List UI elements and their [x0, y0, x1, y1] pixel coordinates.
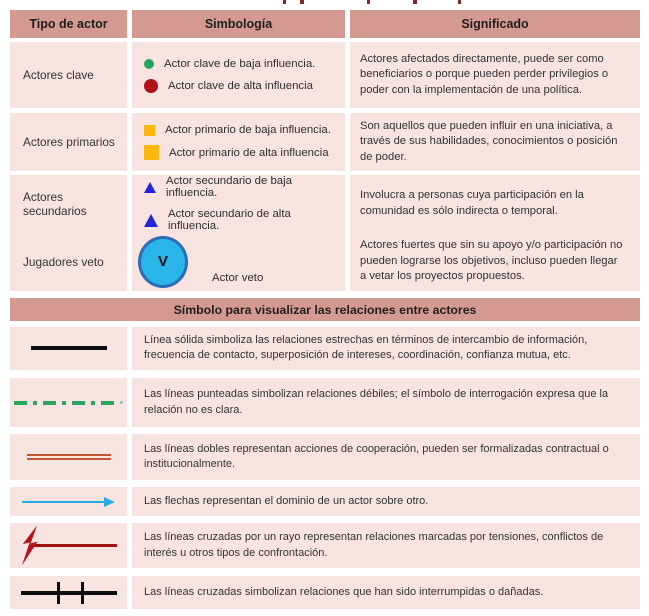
- relation-text-cell: [132, 434, 640, 480]
- blue-triangle-large-icon: [144, 214, 158, 227]
- yellow-square-small-icon: [144, 125, 155, 136]
- relation-symbol-cell: [10, 576, 127, 609]
- relation-symbol-cell: [10, 327, 127, 370]
- relations-section-header: Símbolo para visualizar las relaciones entre actores: [10, 298, 640, 321]
- symbol-label: Actor secundario de alta influencia.: [168, 208, 291, 232]
- cropped-caption-fragment: [458, 0, 461, 4]
- relation-symbol-cell: [10, 523, 127, 568]
- meaning-text: Actores afectados directamente, puede ser como beneficiarios o porque pueden perder privilegios o poder con la implementación de una política.: [360, 52, 609, 96]
- actor-type-cell: [10, 42, 127, 108]
- header-significado: Significado: [350, 10, 640, 38]
- actor-type-cell: [10, 232, 127, 291]
- table-row: [10, 42, 640, 108]
- symbol-item: [144, 58, 345, 70]
- symbology-cell: [132, 232, 345, 291]
- solid-line-icon: [31, 346, 107, 350]
- table-row: [10, 175, 640, 232]
- relation-row: [10, 434, 640, 480]
- veto-circle-icon: [138, 236, 188, 288]
- symbology-cell: [132, 113, 345, 171]
- dashed-line-icon: [14, 401, 123, 405]
- actor-type-cell: [10, 175, 127, 232]
- relation-row: [10, 378, 640, 427]
- actor-type-label: Actores primarios: [23, 135, 115, 150]
- crossed-line-icon: [21, 582, 117, 604]
- cropped-caption-fragment: [283, 0, 286, 4]
- header-simbologia: Simbología: [132, 10, 345, 38]
- actor-type-label: Actores secundarios: [23, 189, 87, 218]
- meaning-cell: [350, 175, 640, 232]
- symbol-item: [144, 124, 345, 136]
- cropped-caption-fragment: [367, 0, 370, 4]
- relation-row: [10, 523, 640, 568]
- symbol-item: [144, 175, 345, 199]
- symbol-label: Actor clave de alta influencia: [168, 79, 313, 92]
- relation-row: [10, 576, 640, 609]
- symbology-cell: [132, 175, 345, 232]
- veto-letter: V: [157, 253, 168, 270]
- cropped-caption-fragment: [413, 0, 417, 4]
- table-header-row: [10, 10, 640, 38]
- yellow-square-large-icon: [144, 145, 159, 160]
- actor-type-cell: [10, 113, 127, 171]
- meaning-text: Actores fuertes que sin su apoyo y/o participación no pueden lograrse los objetivos, incluso pueden llegar a vetar los proyectos propuestos.: [360, 239, 623, 283]
- relation-text-cell: [132, 576, 640, 609]
- relation-text: Las flechas representan el dominio de un actor sobre otro.: [144, 494, 429, 507]
- meaning-cell: [350, 232, 640, 291]
- relation-symbol-cell: [10, 487, 127, 516]
- meaning-text: Involucra a personas cuya participación en la comunidad es sólo indirecta o temporal.: [360, 189, 584, 217]
- relation-text-cell: [132, 327, 640, 370]
- lightning-line-icon: [19, 526, 119, 566]
- relation-text-cell: [132, 487, 640, 516]
- meaning-cell: [350, 42, 640, 108]
- arrow-icon: [22, 497, 115, 507]
- symbology-cell: [132, 42, 345, 108]
- symbol-label: Actor primario de baja influencia.: [165, 124, 331, 137]
- table-row: [10, 113, 640, 167]
- blue-triangle-small-icon: [144, 182, 156, 193]
- symbol-item: [144, 145, 345, 160]
- table-row: [10, 232, 640, 291]
- cropped-caption-fragment: [300, 0, 304, 4]
- actor-type-label: Actores clave: [23, 68, 94, 82]
- relation-text: Las líneas cruzadas simbolizan relaciones que han sido interrumpidas o dañadas.: [144, 585, 544, 598]
- symbol-label: Actor primario de alta influencia: [169, 146, 329, 159]
- relation-row: [10, 327, 640, 369]
- meaning-cell: [350, 113, 640, 171]
- double-line-icon: [27, 454, 111, 460]
- symbol-item: [144, 79, 345, 93]
- relation-text: Las líneas dobles representan acciones de cooperación, pueden ser formalizadas contractual o institucionalmente.: [144, 442, 609, 470]
- red-circle-icon: [144, 79, 158, 93]
- relation-text-cell: [132, 523, 640, 568]
- header-tipo-de-actor: Tipo de actor: [10, 10, 127, 38]
- relation-symbol-cell: [10, 434, 127, 480]
- relation-symbol-cell: [10, 378, 127, 427]
- actors-table: [10, 10, 640, 609]
- symbol-item: [144, 208, 345, 232]
- meaning-text: Son aquellos que pueden influir en una iniciativa, a través de sus habilidades, conocimientos o posición de poder.: [360, 120, 618, 163]
- symbol-label: Actor clave de baja influencia.: [164, 57, 316, 70]
- relation-text: Línea sólida simboliza las relaciones estrechas en términos de intercambio de información, frecuencia de contacto, superposición de intereses, coordinación, confianza mutua, etc.: [144, 334, 588, 362]
- relation-text: Las líneas cruzadas por un rayo representan relaciones marcadas por tensiones, conflictos de interés u otros tipos de confrontación.: [144, 531, 604, 559]
- symbol-label: Actor secundario de baja influencia.: [166, 175, 293, 199]
- relation-row: [10, 487, 640, 516]
- relation-text-cell: [132, 378, 640, 427]
- actor-type-label: Jugadores veto: [23, 254, 104, 269]
- green-circle-icon: [144, 59, 154, 69]
- relation-text: Las líneas punteadas simbolizan relaciones débiles; el símbolo de interrogación expresa que la relación no es clara.: [144, 388, 609, 416]
- symbol-label: Actor veto: [212, 272, 264, 284]
